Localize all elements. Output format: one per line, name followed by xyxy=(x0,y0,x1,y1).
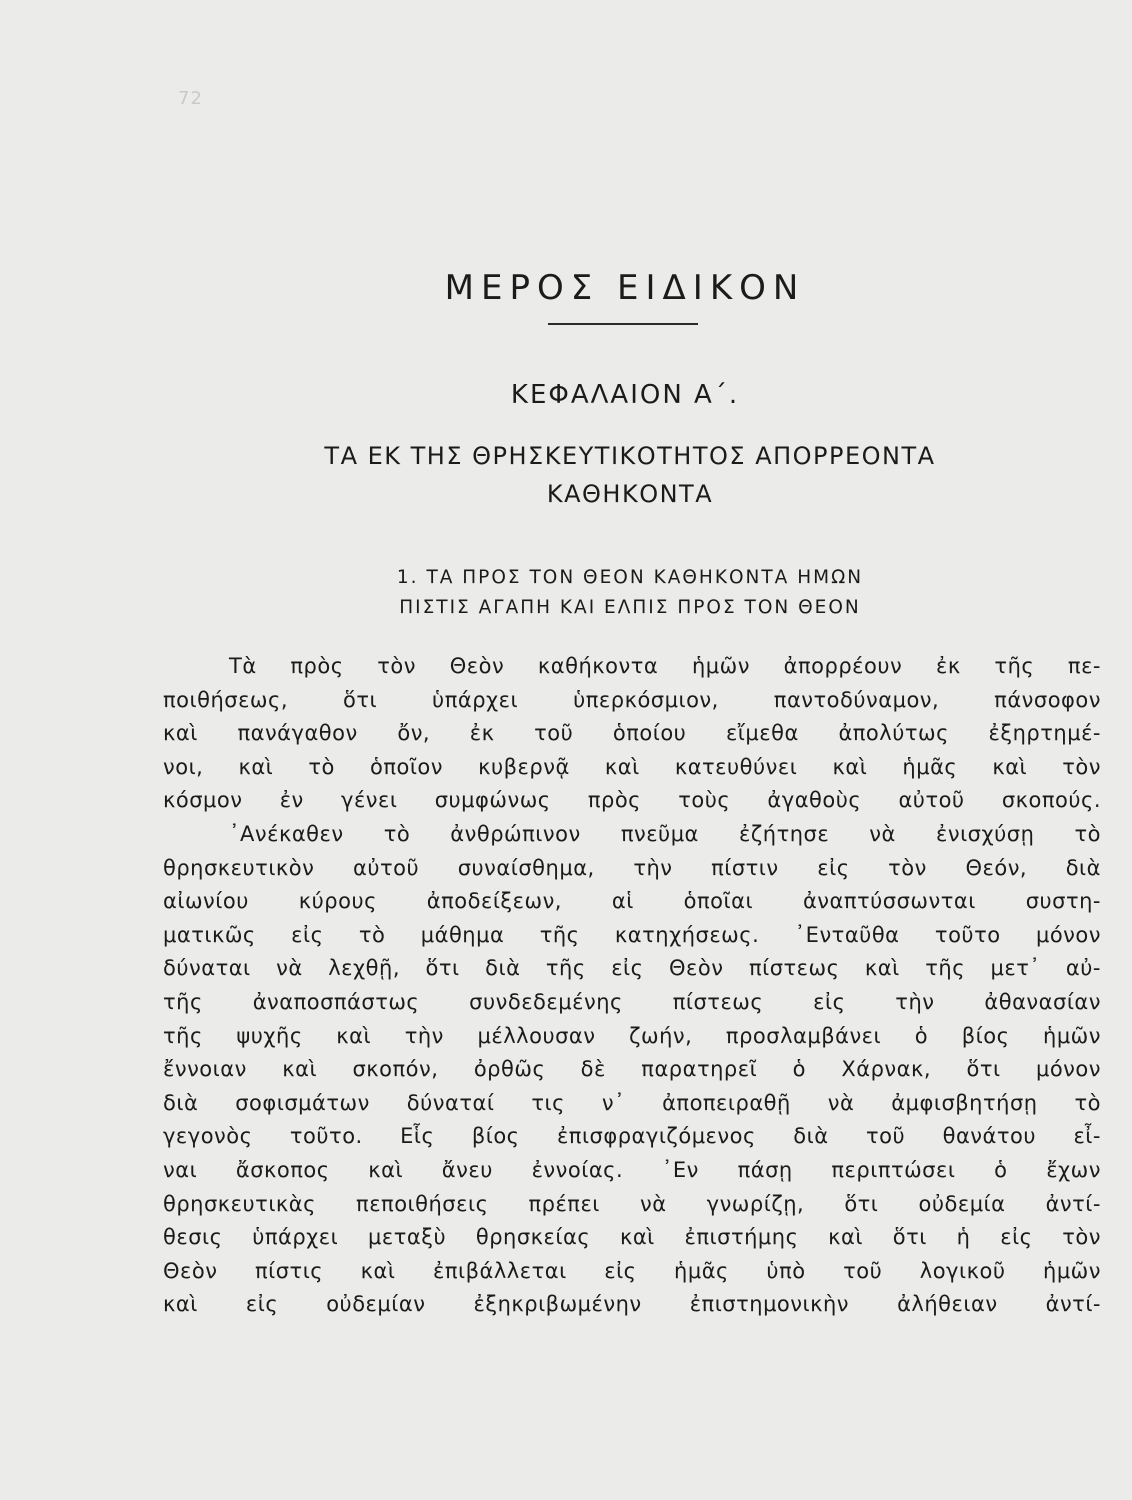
section-heading-line: ΠΙΣΤΙΣ ΑΓΑΠΗ ΚΑΙ ΕΛΠΙΣ ΠΡΟΣ ΤΟΝ ΘΕΟΝ xyxy=(399,597,861,618)
text-line: νοι, καὶ τὸ ὁποῖον κυβερνᾷ καὶ κατευθύνει καὶ ἡμᾶς καὶ τὸν xyxy=(163,754,1101,779)
text-line: τῆς ψυχῆς καὶ τὴν μέλλουσαν ζωήν, προσλαμβάνει ὁ βίος ἡμῶν xyxy=(163,1023,1101,1048)
text-line: ᾿Ανέκαθεν τὸ ἀνθρώπινον πνεῦμα ἐζήτησε νὰ ἐνισχύσῃ τὸ xyxy=(229,821,1101,846)
text-line: καὶ πανάγαθον ὄν, ἐκ τοῦ ὁποίου εἴμεθα ἀπολύτως ἐξηρτημέ- xyxy=(163,721,1101,746)
text-line: τῆς ἀναποσπάστως συνδεδεμένης πίστεως εἰς τὴν ἀθανασίαν xyxy=(163,989,1101,1014)
text-line: δύναται νὰ λεχθῇ, ὅτι διὰ τῆς εἰς Θεὸν πίστεως καὶ τῆς μετ᾿ αὐ- xyxy=(163,956,1101,981)
text-line: καὶ εἰς οὐδεμίαν ἐξηκριβωμένην ἐπιστημονικὴν ἀλήθειαν ἀντί- xyxy=(163,1292,1101,1317)
chapter-subtitle-line: ΤΑ ΕΚ ΤΗΣ ΘΡΗΣΚΕΥΤΙΚΟΤΗΤΟΣ ΑΠΟΡΡΕΟΝΤΑ xyxy=(324,442,936,470)
paragraph-1 xyxy=(163,650,1101,818)
body-text xyxy=(163,650,1101,1322)
text-line: διὰ σοφισμάτων δύναταί τις ν᾿ ἀποπειραθῇ νὰ ἀμφισβητήσῃ τὸ xyxy=(163,1090,1101,1115)
text-line: ναι ἄσκοπος καὶ ἄνευ ἐννοίας. ᾿Εν πάσῃ περιπτώσει ὁ ἔχων xyxy=(163,1157,1101,1182)
text-line: θρησκευτικὸν αὐτοῦ συναίσθημα, τὴν πίστιν εἰς τὸν Θεόν, διὰ xyxy=(163,855,1101,880)
chapter-subtitle-line: ΚΑΘΗΚΟΝΤΑ xyxy=(546,480,714,508)
section-heading-line: 1. ΤΑ ΠΡΟΣ ΤΟΝ ΘΕΟΝ ΚΑΘΗΚΟΝΤΑ ΗΜΩΝ xyxy=(396,567,864,588)
part-title: ΜΕΡΟΣ ΕΙΔΙΚΟΝ xyxy=(444,268,806,308)
page-number: 72 xyxy=(178,88,203,109)
text-line: ἔννοιαν καὶ σκοπόν, ὀρθῶς δὲ παρατηρεῖ ὁ Χάρνακ, ὅτι μόνον xyxy=(163,1057,1101,1082)
text-line: ματικῶς εἰς τὸ μάθημα τῆς κατηχήσεως. ᾿Ενταῦθα τοῦτο μόνον xyxy=(163,922,1101,947)
text-line: ποιθήσεως, ὅτι ὑπάρχει ὑπερκόσμιον, παντοδύναμον, πάνσοφον xyxy=(163,687,1101,712)
text-line: γεγονὸς τοῦτο. Εἷς βίος ἐπισφραγιζόμενος διὰ τοῦ θανάτου εἶ- xyxy=(163,1124,1101,1149)
title-rule-divider xyxy=(548,323,698,325)
text-line: θρησκευτικὰς πεποιθήσεις πρέπει νὰ γνωρίζῃ, ὅτι οὐδεμία ἀντί- xyxy=(163,1191,1101,1216)
paragraph-2 xyxy=(163,818,1101,1322)
text-line: θεσις ὑπάρχει μεταξὺ θρησκείας καὶ ἐπιστήμης καὶ ὅτι ἡ εἰς τὸν xyxy=(163,1225,1101,1250)
chapter-subtitle xyxy=(230,437,1030,513)
section-heading xyxy=(230,563,1030,623)
text-line: Τὰ πρὸς τὸν Θεὸν καθήκοντα ἡμῶν ἀπορρέουν ἐκ τῆς πε- xyxy=(229,654,1101,678)
text-line: αἰωνίου κύρους ἀποδείξεων, αἱ ὁποῖαι ἀναπτύσσωνται συστη- xyxy=(163,889,1101,914)
chapter-title: ΚΕΦΑΛΑΙΟΝ Α΄. xyxy=(510,380,740,410)
text-line: Θεὸν πίστις καὶ ἐπιβάλλεται εἰς ἡμᾶς ὑπὸ τοῦ λογικοῦ ἡμῶν xyxy=(163,1258,1101,1283)
text-line: κόσμον ἐν γένει συμφώνως πρὸς τοὺς ἀγαθοὺς αὐτοῦ σκοπούς. xyxy=(163,788,1101,813)
